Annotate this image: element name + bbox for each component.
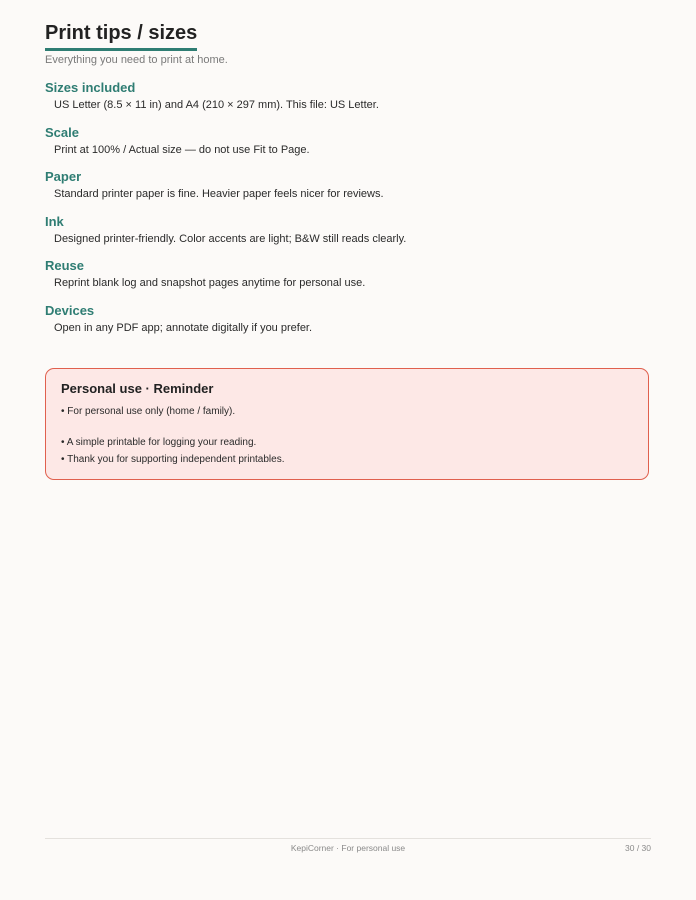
callout-item: • A simple printable for logging your reading. [61, 437, 257, 448]
tip-text: Reprint blank log and snapshot pages anytime for personal use. [54, 277, 366, 289]
page-title: Print tips / sizes [45, 20, 197, 51]
tip-heading: Paper [45, 169, 82, 184]
callout-list [61, 405, 633, 467]
tip-heading: Ink [45, 213, 64, 229]
tip-devices [45, 303, 651, 348]
tip-sizes-included [45, 80, 651, 125]
document-page [45, 0, 651, 900]
callout-title: Personal use · Reminder [61, 381, 214, 396]
tip-heading: Reuse [45, 258, 85, 273]
tip-reuse [45, 258, 651, 303]
page-subtitle: Everything you need to print at home. [45, 54, 228, 66]
page-number: 30 / 30 [625, 843, 651, 853]
tips-list [45, 80, 651, 347]
tip-text: US Letter (8.5 × 11 in) and A4 (210 × 297 mm). This file: US Letter. [54, 99, 379, 111]
tip-ink [45, 214, 651, 259]
footer-divider [45, 838, 651, 839]
tip-heading: Scale [45, 124, 79, 140]
footer-brand: KepiCorner · For personal use [290, 843, 406, 853]
tip-text: Standard printer paper is fine. Heavier paper feels nicer for reviews. [54, 188, 384, 200]
tip-scale [45, 125, 651, 170]
personal-use-callout [45, 368, 649, 480]
tip-heading: Sizes included [45, 80, 136, 95]
callout-item: • Thank you for supporting independent printables. [61, 454, 285, 465]
callout-item: • For personal use only (home / family). [61, 406, 236, 417]
tip-text: Open in any PDF app; annotate digitally if you prefer. [54, 321, 313, 334]
tip-text: Designed printer-friendly. Color accents are light; B&W still reads clearly. [54, 232, 407, 245]
tip-text: Print at 100% / Actual size — do not use Fit to Page. [54, 143, 310, 156]
tip-paper [45, 169, 651, 214]
tip-heading: Devices [45, 302, 95, 318]
